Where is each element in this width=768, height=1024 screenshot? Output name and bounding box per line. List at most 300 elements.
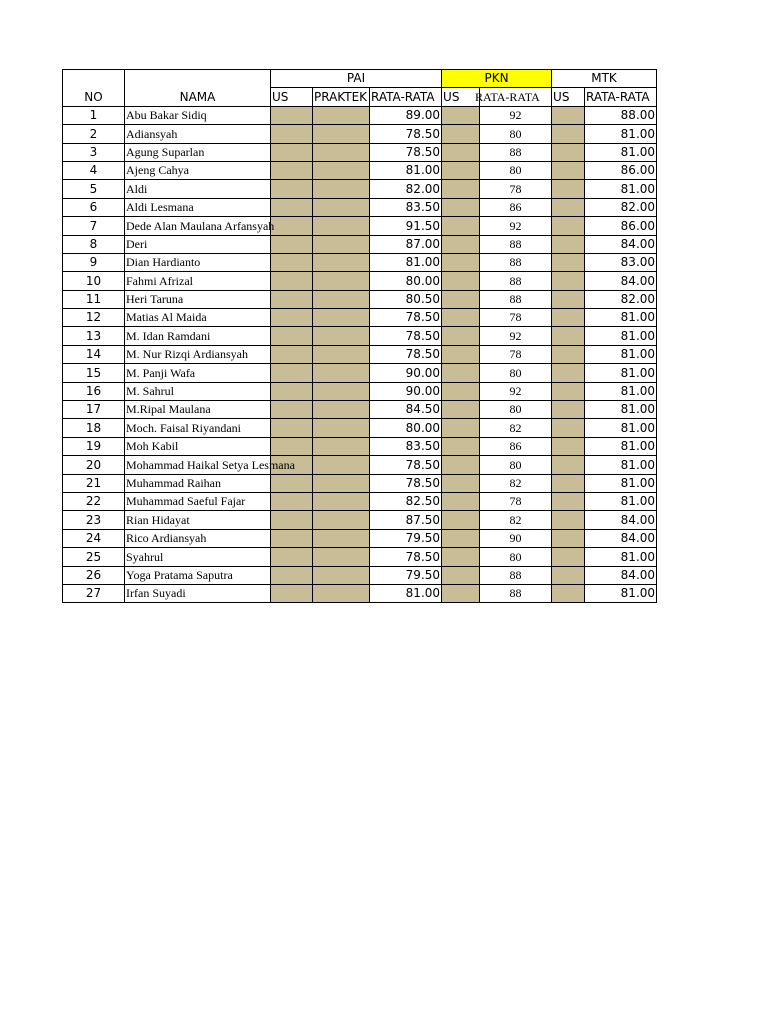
cell-pai-rata[interactable]: 81.00 [370,253,442,271]
student-name: Abu Bakar Sidiq [126,108,207,123]
cell-pai-praktek[interactable] [313,235,370,253]
cell-pai-us[interactable] [271,272,313,290]
cell-mtk-us[interactable] [552,106,585,124]
cell-mtk-rata[interactable]: 84.00 [585,235,657,253]
header-pai-us[interactable]: US [271,88,313,106]
cell-pai-praktek[interactable] [313,474,370,492]
cell-pai-rata[interactable]: 82.00 [370,180,442,198]
cell-pai-us[interactable] [271,125,313,143]
cell-pai-us[interactable] [271,180,313,198]
cell-no[interactable]: 22 [63,492,125,510]
cell-pai-praktek[interactable] [313,161,370,179]
cell-pai-us[interactable] [271,529,313,547]
cell-pkn-us[interactable] [442,161,480,179]
cell-pkn-rata[interactable]: 86 [480,198,552,216]
cell-pai-praktek[interactable] [313,290,370,308]
cell-pkn-us[interactable] [442,125,480,143]
cell-pkn-us[interactable] [442,511,480,529]
cell-pai-us[interactable] [271,106,313,124]
table-body [63,70,657,603]
cell-pkn-rata[interactable]: 82 [480,511,552,529]
cell-nama[interactable] [125,106,271,124]
cell-pai-rata[interactable]: 78.50 [370,327,442,345]
table-row [63,161,657,179]
cell-pkn-us[interactable] [442,437,480,455]
cell-pai-rata[interactable]: 82.50 [370,492,442,510]
cell-mtk-rata[interactable]: 81.00 [585,180,657,198]
cell-pkn-rata[interactable]: 80 [480,401,552,419]
cell-nama[interactable] [125,235,271,253]
cell-nama[interactable] [125,566,271,584]
table-row [63,272,657,290]
header-mtk-us[interactable]: US [552,88,585,106]
cell-nama[interactable] [125,364,271,382]
cell-mtk-rata[interactable]: 81.00 [585,492,657,510]
cell-nama[interactable] [125,419,271,437]
header-mtk[interactable]: MTK [552,70,657,88]
cell-no[interactable]: 24 [63,529,125,547]
cell-mtk-rata[interactable]: 81.00 [585,419,657,437]
cell-no[interactable]: 1 [63,106,125,124]
cell-pai-rata[interactable]: 83.50 [370,198,442,216]
cell-pkn-us[interactable] [442,327,480,345]
cell-pkn-us[interactable] [442,474,480,492]
cell-pkn-us[interactable] [442,584,480,602]
cell-mtk-rata[interactable]: 81.00 [585,456,657,474]
cell-pai-praktek[interactable] [313,272,370,290]
cell-pkn-us[interactable] [442,143,480,161]
student-name: Heri Taruna [126,292,184,307]
student-name: Adiansyah [126,126,178,141]
cell-mtk-us[interactable] [552,161,585,179]
cell-pai-rata[interactable]: 78.50 [370,548,442,566]
table-row [63,106,657,124]
cell-pai-praktek[interactable] [313,327,370,345]
cell-pai-praktek[interactable] [313,419,370,437]
table-row [63,492,657,510]
cell-pai-us[interactable] [271,327,313,345]
cell-mtk-us[interactable] [552,566,585,584]
cell-pkn-rata[interactable]: 82 [480,419,552,437]
cell-pai-rata[interactable]: 90.00 [370,382,442,400]
cell-nama[interactable] [125,437,271,455]
cell-mtk-rata[interactable]: 81.00 [585,437,657,455]
cell-no[interactable]: 25 [63,548,125,566]
student-name: Mohammad Haikal Setya Lesmana [126,457,295,472]
cell-nama[interactable] [125,529,271,547]
cell-mtk-us[interactable] [552,290,585,308]
cell-pkn-us[interactable] [442,566,480,584]
cell-pai-praktek[interactable] [313,345,370,363]
cell-mtk-us[interactable] [552,492,585,510]
table-row [63,511,657,529]
cell-no[interactable]: 3 [63,143,125,161]
cell-pkn-rata[interactable]: 80 [480,364,552,382]
cell-pkn-rata[interactable]: 92 [480,106,552,124]
cell-no[interactable]: 27 [63,584,125,602]
cell-mtk-rata[interactable]: 84.00 [585,529,657,547]
cell-pkn-us[interactable] [442,106,480,124]
cell-nama[interactable] [125,309,271,327]
table-row [63,437,657,455]
cell-no[interactable]: 26 [63,566,125,584]
cell-pai-praktek[interactable] [313,309,370,327]
cell-nama[interactable] [125,345,271,363]
student-name: M. Idan Ramdani [126,328,211,343]
cell-mtk-rata[interactable]: 81.00 [585,345,657,363]
student-name: Rian Hidayat [126,512,190,527]
cell-mtk-rata[interactable]: 81.00 [585,125,657,143]
cell-pai-praktek[interactable] [313,437,370,455]
cell-pai-us[interactable] [271,198,313,216]
header-pkn-us[interactable]: US [442,88,480,106]
cell-no[interactable]: 21 [63,474,125,492]
cell-pai-rata[interactable]: 80.00 [370,272,442,290]
cell-mtk-us[interactable] [552,364,585,382]
cell-pkn-us[interactable] [442,382,480,400]
cell-pai-us[interactable] [271,566,313,584]
table-row [63,529,657,547]
student-name: Moh Kabil [126,439,179,454]
cell-pai-us[interactable] [271,474,313,492]
cell-mtk-us[interactable] [552,125,585,143]
cell-pai-rata[interactable]: 83.50 [370,437,442,455]
cell-mtk-us[interactable] [552,584,585,602]
cell-pai-praktek[interactable] [313,566,370,584]
cell-mtk-us[interactable] [552,327,585,345]
student-name: Irfan Suyadi [126,586,186,601]
table-row [63,290,657,308]
cell-pai-us[interactable] [271,584,313,602]
cell-no[interactable]: 18 [63,419,125,437]
cell-pai-praktek[interactable] [313,253,370,271]
cell-nama[interactable] [125,474,271,492]
cell-pkn-rata[interactable]: 88 [480,143,552,161]
cell-pkn-us[interactable] [442,180,480,198]
cell-nama[interactable] [125,161,271,179]
header-pkn-rata[interactable]: RATA-RATA [480,88,552,106]
cell-mtk-us[interactable] [552,511,585,529]
cell-pai-praktek[interactable] [313,364,370,382]
cell-nama[interactable] [125,492,271,510]
header-pai-rata[interactable]: RATA-RATA [370,88,442,106]
cell-pkn-us[interactable] [442,419,480,437]
cell-pai-us[interactable] [271,235,313,253]
cell-mtk-rata[interactable]: 82.00 [585,198,657,216]
cell-pai-rata[interactable]: 78.50 [370,309,442,327]
header-row-columns [63,88,657,106]
cell-nama[interactable] [125,327,271,345]
cell-mtk-rata[interactable]: 81.00 [585,548,657,566]
cell-pai-praktek[interactable] [313,198,370,216]
cell-pai-us[interactable] [271,161,313,179]
cell-nama[interactable] [125,548,271,566]
table-row [63,253,657,271]
cell-mtk-us[interactable] [552,419,585,437]
cell-mtk-us[interactable] [552,401,585,419]
cell-pai-rata[interactable]: 89.00 [370,106,442,124]
student-name: Dian Hardianto [126,255,201,270]
cell-pkn-rata[interactable]: 88 [480,566,552,584]
cell-pkn-rata[interactable]: 80 [480,125,552,143]
cell-no[interactable]: 16 [63,382,125,400]
cell-nama[interactable] [125,143,271,161]
cell-no[interactable]: 13 [63,327,125,345]
cell-pai-rata[interactable]: 91.50 [370,217,442,235]
table-row [63,419,657,437]
cell-mtk-rata[interactable]: 84.00 [585,272,657,290]
cell-pkn-us[interactable] [442,345,480,363]
cell-pai-praktek[interactable] [313,217,370,235]
cell-pkn-us[interactable] [442,235,480,253]
cell-no[interactable]: 20 [63,456,125,474]
cell-nama[interactable] [125,401,271,419]
cell-pai-rata[interactable]: 78.50 [370,345,442,363]
cell-pai-praktek[interactable] [313,529,370,547]
cell-pai-rata[interactable]: 80.00 [370,419,442,437]
table-row [63,345,657,363]
cell-pkn-rata[interactable]: 80 [480,456,552,474]
cell-no[interactable]: 12 [63,309,125,327]
cell-pai-us[interactable] [271,309,313,327]
cell-pkn-rata[interactable]: 88 [480,584,552,602]
cell-pai-rata[interactable]: 90.00 [370,364,442,382]
cell-nama[interactable] [125,180,271,198]
table-row [63,309,657,327]
cell-pai-us[interactable] [271,548,313,566]
student-name: M. Nur Rizqi Ardiansyah [126,347,248,362]
cell-pkn-us[interactable] [442,529,480,547]
table-row [63,401,657,419]
cell-pai-us[interactable] [271,217,313,235]
cell-nama[interactable] [125,584,271,602]
cell-pkn-rata[interactable]: 80 [480,161,552,179]
cell-pai-praktek[interactable] [313,511,370,529]
cell-no[interactable]: 15 [63,364,125,382]
cell-pai-rata[interactable]: 79.50 [370,566,442,584]
cell-pkn-us[interactable] [442,290,480,308]
cell-pkn-rata[interactable]: 92 [480,217,552,235]
cell-mtk-rata[interactable]: 81.00 [585,309,657,327]
cell-mtk-rata[interactable]: 86.00 [585,217,657,235]
table-row [63,548,657,566]
student-name: M. Sahrul [126,384,174,399]
cell-pai-rata[interactable]: 79.50 [370,529,442,547]
cell-no[interactable]: 5 [63,180,125,198]
cell-mtk-us[interactable] [552,548,585,566]
table-row [63,143,657,161]
cell-pai-rata[interactable]: 81.00 [370,584,442,602]
table-row [63,235,657,253]
cell-mtk-rata[interactable]: 81.00 [585,584,657,602]
cell-mtk-us[interactable] [552,217,585,235]
cell-pai-us[interactable] [271,437,313,455]
cell-pai-rata[interactable]: 87.00 [370,235,442,253]
cell-pai-us[interactable] [271,401,313,419]
cell-pai-praktek[interactable] [313,456,370,474]
student-name: Dede Alan Maulana Arfansyah [126,218,275,233]
cell-no[interactable]: 14 [63,345,125,363]
cell-pkn-us[interactable] [442,456,480,474]
cell-no[interactable]: 9 [63,253,125,271]
student-name: Agung Suparlan [126,144,205,159]
table-row [63,125,657,143]
cell-pkn-rata[interactable]: 92 [480,382,552,400]
cell-mtk-us[interactable] [552,143,585,161]
cell-mtk-us[interactable] [552,456,585,474]
cell-no[interactable]: 10 [63,272,125,290]
cell-no[interactable]: 4 [63,161,125,179]
cell-mtk-rata[interactable]: 84.00 [585,511,657,529]
cell-pkn-rata[interactable]: 88 [480,272,552,290]
cell-nama[interactable] [125,125,271,143]
cell-pai-praktek[interactable] [313,143,370,161]
cell-mtk-us[interactable] [552,309,585,327]
cell-pai-praktek[interactable] [313,548,370,566]
cell-pkn-rata[interactable]: 92 [480,327,552,345]
cell-mtk-us[interactable] [552,198,585,216]
header-no[interactable]: NO [63,88,125,106]
cell-pkn-rata[interactable]: 88 [480,235,552,253]
cell-pai-praktek[interactable] [313,584,370,602]
cell-mtk-us[interactable] [552,437,585,455]
cell-pai-praktek[interactable] [313,125,370,143]
cell-pai-rata[interactable]: 80.50 [370,290,442,308]
header-no-top[interactable] [63,70,125,88]
table-row [63,456,657,474]
cell-mtk-us[interactable] [552,180,585,198]
cell-no[interactable]: 2 [63,125,125,143]
cell-mtk-rata[interactable]: 81.00 [585,474,657,492]
header-nama-top[interactable] [125,70,271,88]
cell-pai-rata[interactable]: 78.50 [370,456,442,474]
cell-mtk-rata[interactable]: 81.00 [585,382,657,400]
cell-pkn-us[interactable] [442,198,480,216]
cell-pai-us[interactable] [271,382,313,400]
cell-nama[interactable] [125,253,271,271]
cell-mtk-rata[interactable]: 83.00 [585,253,657,271]
cell-pkn-rata[interactable]: 90 [480,529,552,547]
header-nama[interactable]: NAMA [125,88,271,106]
cell-pkn-us[interactable] [442,309,480,327]
cell-pkn-us[interactable] [442,548,480,566]
cell-nama[interactable] [125,217,275,235]
cell-pkn-us[interactable] [442,272,480,290]
cell-pkn-us[interactable] [442,401,480,419]
cell-pai-us[interactable] [271,364,313,382]
cell-no[interactable]: 11 [63,290,125,308]
cell-pai-rata[interactable]: 84.50 [370,401,442,419]
cell-pai-rata[interactable]: 78.50 [370,125,442,143]
header-mtk-rata[interactable]: RATA-RATA [585,88,657,106]
cell-pkn-rata[interactable]: 86 [480,437,552,455]
student-name: Moch. Faisal Riyandani [126,420,241,435]
table-row [63,584,657,602]
student-name: Yoga Pratama Saputra [126,567,233,582]
cell-mtk-us[interactable] [552,345,585,363]
cell-mtk-us[interactable] [552,253,585,271]
cell-mtk-rata[interactable]: 82.00 [585,290,657,308]
cell-mtk-rata[interactable]: 88.00 [585,106,657,124]
student-name: Fahmi Afrizal [126,273,193,288]
cell-nama[interactable] [125,456,295,474]
cell-pai-us[interactable] [271,290,313,308]
cell-pkn-rata[interactable]: 88 [480,290,552,308]
cell-pai-us[interactable] [271,419,313,437]
cell-pkn-us[interactable] [442,253,480,271]
cell-pkn-us[interactable] [442,492,480,510]
cell-pkn-rata[interactable]: 78 [480,309,552,327]
cell-mtk-rata[interactable]: 86.00 [585,161,657,179]
cell-pai-us[interactable] [271,345,313,363]
cell-nama[interactable] [125,290,271,308]
cell-pai-rata[interactable]: 87.50 [370,511,442,529]
cell-pkn-rata[interactable]: 78 [480,345,552,363]
student-name: Deri [126,236,148,251]
cell-mtk-rata[interactable]: 81.00 [585,143,657,161]
cell-mtk-us[interactable] [552,382,585,400]
cell-pai-praktek[interactable] [313,382,370,400]
header-pkn[interactable]: PKN [442,70,552,88]
cell-nama[interactable] [125,382,271,400]
cell-nama[interactable] [125,511,271,529]
cell-pai-praktek[interactable] [313,106,370,124]
cell-no[interactable]: 23 [63,511,125,529]
table-row [63,364,657,382]
grades-table [62,69,657,603]
cell-mtk-rata[interactable]: 84.00 [585,566,657,584]
cell-pai-us[interactable] [271,253,313,271]
cell-pai-us[interactable] [271,492,313,510]
cell-mtk-us[interactable] [552,529,585,547]
cell-pkn-rata[interactable]: 80 [480,548,552,566]
cell-mtk-rata[interactable]: 81.00 [585,364,657,382]
cell-pkn-rata[interactable]: 78 [480,180,552,198]
cell-pai-us[interactable] [271,511,313,529]
cell-pai-us[interactable] [271,143,313,161]
cell-mtk-us[interactable] [552,272,585,290]
cell-mtk-rata[interactable]: 81.00 [585,401,657,419]
cell-pai-rata[interactable]: 78.50 [370,143,442,161]
header-pai[interactable]: PAI [271,70,442,88]
cell-pkn-us[interactable] [442,217,480,235]
cell-pai-praktek[interactable] [313,401,370,419]
student-name: Rico Ardiansyah [126,531,207,546]
cell-nama[interactable] [125,198,271,216]
cell-nama[interactable] [125,272,271,290]
cell-pkn-rata[interactable]: 88 [480,253,552,271]
cell-pai-praktek[interactable] [313,180,370,198]
cell-no[interactable]: 7 [63,217,125,235]
cell-pai-praktek[interactable] [313,492,370,510]
cell-no[interactable]: 17 [63,401,125,419]
cell-pkn-rata[interactable]: 82 [480,474,552,492]
cell-pkn-us[interactable] [442,364,480,382]
cell-no[interactable]: 6 [63,198,125,216]
student-name: Aldi Lesmana [126,200,194,215]
table-row [63,180,657,198]
cell-pkn-rata[interactable]: 78 [480,492,552,510]
cell-no[interactable]: 8 [63,235,125,253]
student-name: Matias Al Maida [126,310,207,325]
header-pai-praktek[interactable]: PRAKTEK [313,88,370,106]
cell-pai-rata[interactable]: 81.00 [370,161,442,179]
cell-no[interactable]: 19 [63,437,125,455]
cell-pai-rata[interactable]: 78.50 [370,474,442,492]
cell-mtk-rata[interactable]: 81.00 [585,327,657,345]
cell-mtk-us[interactable] [552,235,585,253]
cell-mtk-us[interactable] [552,474,585,492]
